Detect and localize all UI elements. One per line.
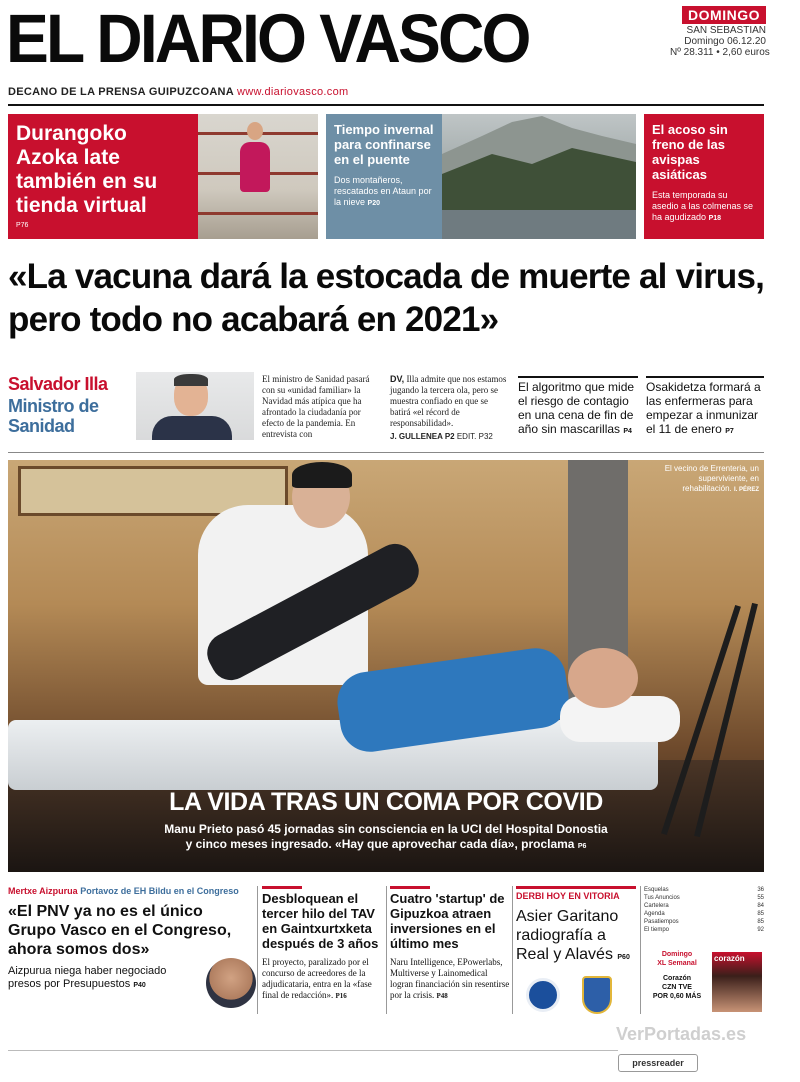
portrait-salvador-illa [136, 372, 254, 440]
story-kicker: Mertxe Aizpurua Portavoz de EH Bildu en el Congreso [8, 886, 239, 896]
masthead-rule [8, 104, 764, 106]
index-box [644, 886, 764, 1000]
brief-algoritmo[interactable]: El algoritmo que mide el riesgo de contagio en una cena de fin de año sin mascarillas P4 [518, 376, 638, 439]
city: SAN SEBASTIAN [686, 25, 766, 36]
masthead-title: EL DIARIO VASCO [6, 0, 529, 77]
teaser-sub: Dos montañeros, rescatados en Ataun por la nieve P20 [334, 175, 432, 207]
alaves-crest-icon [526, 978, 560, 1012]
teaser-durangoko-azoka[interactable] [8, 114, 198, 239]
avatar-aizpurua [206, 958, 256, 1008]
teaser-tiempo-invernal[interactable] [326, 114, 442, 239]
masthead-url[interactable]: www.diariovasco.com [237, 86, 349, 98]
byline: J. GULLENEA P2 EDIT. P32 [390, 432, 493, 441]
supplement-promo[interactable] [644, 950, 764, 1014]
azoka-photo [198, 114, 318, 239]
story-aizpurua[interactable] [8, 886, 254, 992]
story-headline: Cuatro 'startup' de Gipuzkoa atraen inversiones en el último mes [390, 886, 430, 951]
index-row: Esquelas 36 [644, 887, 764, 893]
watermark: VerPortadas.es [616, 1024, 747, 1044]
story-headline: Asier Garitano radiografía a Real y Alavés P60 [516, 908, 630, 963]
teaser-headline: El acoso sin freno de las avispas asiáticas [652, 122, 728, 182]
photo-caption: El vecino de Errenteria, un superviviente, en rehabilitación. I. PÉREZ [664, 464, 759, 493]
story-kicker: DERBI HOY EN VITORIA [516, 886, 636, 901]
magazine-cover: corazón [712, 952, 762, 1012]
interviewee-role: Ministro de Sanidad [8, 396, 99, 436]
interviewee-name: Salvador Illa [8, 374, 108, 394]
masthead-subtitle [8, 86, 348, 98]
story-text: Aizpurua niega haber negociado presos por Presupuestos P40 [8, 965, 167, 990]
story-tav[interactable] [262, 886, 384, 1002]
day-badge: DOMINGO [682, 6, 766, 24]
story-startups[interactable] [390, 886, 510, 1002]
index-row: Tus Anuncios 55 [644, 895, 764, 901]
index-row: El tiempo 92 [644, 927, 764, 933]
date: Domingo 06.12.20 [684, 36, 766, 47]
pressreader-badge[interactable]: pressreader [618, 1054, 698, 1072]
story-text: Naru Intelligence, EPowerlabs, Multiverse y Lainomedical logran financiación sin resentirse por la crisis. P48 [390, 957, 510, 1000]
teaser-headline: Durangoko Azoka late también en su tienda virtual [16, 122, 158, 217]
interview-text-2: DV, Illa admite que nos estamos jugando la tercera ola, pero se muestra confiado en que se batirá «el récord de responsabilidad». J. GULLENEA P2 EDIT. P32 [390, 374, 507, 441]
footer-rule [8, 1050, 618, 1051]
promo-text: Domingo XL Semanal Corazón CZN TVE POR 0,60 MÁS [652, 951, 702, 1000]
story-text: El proyecto, paralizado por el concurso de acreedores de la adjudicataria, entra en la «fase final de redacción». P16 [262, 957, 372, 1000]
mountain-illustration [442, 114, 636, 239]
brief-osakidetza[interactable]: Osakidetza formará a las enfermeras para empezar a inmunizar el 11 de enero P7 [646, 376, 764, 439]
real-sociedad-crest-icon [582, 976, 612, 1014]
date-block [670, 6, 770, 58]
masthead-tagline: DECANO DE LA PRENSA GUIPUZCOANA [8, 86, 234, 98]
photo-title: LA VIDA TRAS UN COMA POR COVID [169, 788, 603, 816]
index-row: Pasatiempos 85 [644, 919, 764, 925]
story-quote: «El PNV ya no es el único Grupo Vasco en el Congreso, ahora somos dos» [8, 903, 232, 958]
page-ref: P76 [16, 222, 29, 229]
issue-price: Nº 28.311 • 2,60 euros [670, 47, 770, 58]
index-row: Cartelera 84 [644, 903, 764, 909]
main-headline[interactable]: «La vacuna dará la estocada de muerte al virus, pero todo no acabará en 2021» [8, 257, 765, 339]
index-row: Agenda 85 [644, 911, 764, 917]
teaser-headline: Tiempo invernal para confinarse en el puente [334, 122, 434, 167]
teaser-sub: Esta temporada su asedio a las colmenas se ha agudizado P18 [652, 190, 754, 222]
teaser-avispas-asiaticas[interactable] [644, 114, 764, 239]
photo-subtitle: Manu Prieto pasó 45 jornadas sin consciencia en la UCI del Hospital Donostia y cinco meses ingresado. «Hay que aprovechar cada día», proclama P6 [164, 822, 608, 851]
section-rule [8, 452, 764, 453]
story-headline: Desbloquean el tercer hilo del TAV en Gaintxurtxketa después de 3 años [262, 886, 302, 951]
main-photo-rehabilitation[interactable] [8, 460, 764, 872]
interview-text-1: El ministro de Sanidad pasará con su «unidad familiar» la Navidad más atípica que ha afrontado la ciudadanía por efecto de la pandemia. En entrevista con [262, 374, 370, 439]
mountain-photo [442, 114, 636, 239]
story-derbi[interactable] [516, 886, 636, 967]
